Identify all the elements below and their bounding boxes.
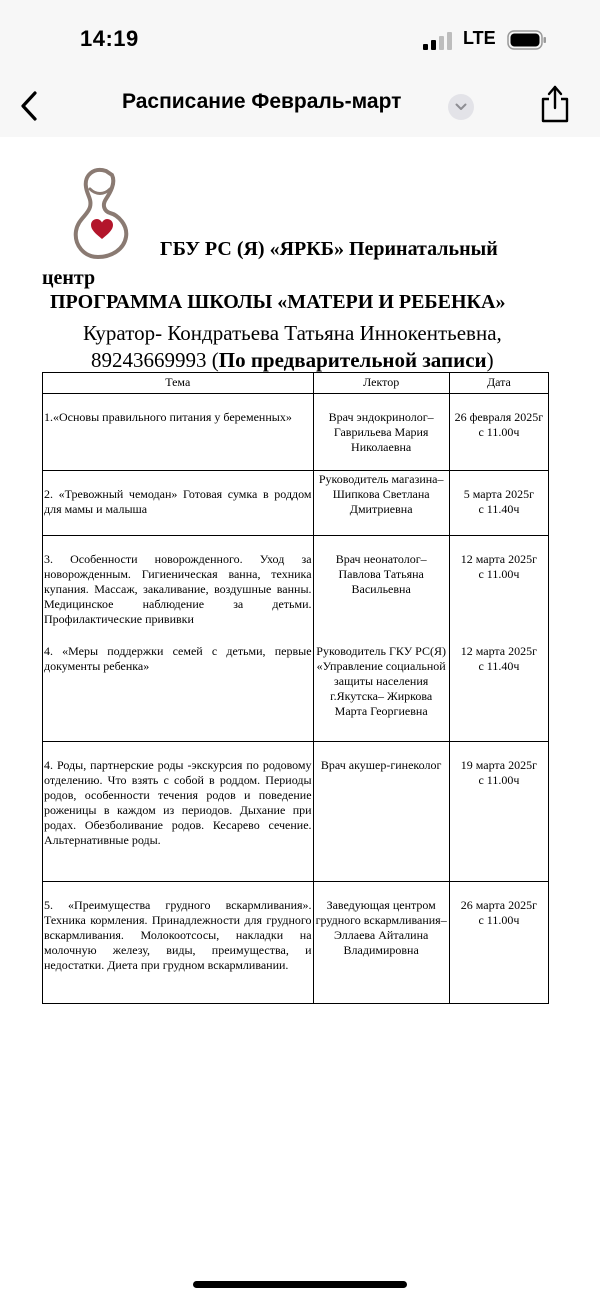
schedule-table (42, 372, 549, 1004)
table-row (43, 882, 549, 1004)
lecturer-cell: Заведующая центром грудного вскармливания– Эллаева Айталина Владимировна (313, 882, 449, 1004)
lecturer-gap (316, 597, 447, 644)
home-indicator[interactable] (193, 1281, 407, 1288)
lecturer-cell: Врач акушер-гинеколог (313, 742, 449, 882)
program-title: ПРОГРАММА ШКОЛЫ «МАТЕРИ И РЕБЕНКА» (50, 291, 506, 313)
session-date-secondary: 12 марта 2025г (460, 644, 538, 658)
session-time: с 11.40ч (478, 502, 520, 516)
session-date: 12 марта 2025г (460, 552, 538, 566)
carrier-label: LTE (463, 28, 496, 48)
back-button[interactable] (12, 86, 46, 126)
lecturer-text-secondary: Руководитель ГКУ РС(Я) «Управление социальной защиты населения г.Якутска– Жиркова Марта Георгиевна (316, 644, 447, 718)
topic-cell: 1.«Основы правильного питания у беременных» (43, 394, 314, 471)
table-row (43, 536, 549, 742)
column-header-topic: Тема (43, 373, 314, 394)
lecturer-cell: Врач эндокринолог– Гаврильева Мария Николаевна (313, 394, 449, 471)
perinatal-center-logo (66, 165, 134, 261)
cellular-signal-icon (423, 32, 455, 50)
table-row (43, 394, 549, 471)
date-cell (449, 471, 548, 536)
lecturer-text: Врач неонатолог– Павлова Татьяна Васильевна (335, 552, 427, 596)
curator-line: Куратор- Кондратьева Татьяна Иннокентьевна, (83, 321, 502, 345)
organization-name-continued: центр (42, 267, 96, 289)
topic-cell: 5. «Преимущества грудного вскармливания». Техника кормления. Принадлежности для грудного вскармливания. Молокоотсосы, накладки на молочную железу, виды, преимущества, и недостатки. Диета при грудном вскармливании. (43, 882, 314, 1004)
lecturer-cell (313, 536, 449, 742)
share-icon[interactable] (538, 84, 572, 124)
column-header-lecturer: Лектор (313, 373, 449, 394)
date-cell (449, 536, 548, 742)
session-date: 5 марта 2025г (463, 487, 535, 501)
session-date: 26 февраля 2025г (454, 410, 544, 424)
topic-cell: 4. Роды, партнерские роды -экскурсия по родовому отделению. Что взять с собой в роддом. Периоды родов, особенности течения родов и поведение роженицы в каждом из периодов. Дыхание при родах. Обезболивание родов. Кесарево сечение. Альтернативные роды. (43, 742, 314, 882)
title-menu-button[interactable] (448, 94, 474, 120)
session-time-secondary: с 11.40ч (478, 659, 520, 673)
session-time: с 11.00ч (478, 567, 520, 581)
chevron-down-icon (455, 103, 467, 111)
organization-name: ГБУ РС (Я) «ЯРКБ» Перинатальный (160, 238, 498, 260)
session-date: 26 марта 2025г (460, 898, 538, 912)
topic-gap (44, 627, 312, 644)
date-cell (449, 882, 548, 1004)
phone-number: 89243669993 ( (91, 348, 219, 372)
battery-icon (507, 30, 547, 50)
table-row (43, 471, 549, 536)
phone-close-paren: ) (486, 348, 494, 372)
top-chrome (0, 0, 600, 138)
table-row (43, 742, 549, 882)
date-cell (449, 742, 548, 882)
date-cell (449, 394, 548, 471)
lecturer-cell: Руководитель магазина– Шипкова Светлана Дмитриевна (313, 471, 449, 536)
table-header-row (43, 373, 549, 394)
session-time: с 11.00ч (478, 773, 520, 787)
topic-cell: 2. «Тревожный чемодан» Готовая сумка в роддом для мамы и малыша (43, 471, 314, 536)
topic-text: 3. Особенности новорожденного. Уход за новорожденным. Гигиеническая ванна, техника купания. Массаж, закаливание, воздушные ванны. Медицинское наблюдение за детьми. Профилактические прививки (44, 552, 312, 626)
registration-note: По предварительной записи (218, 348, 487, 372)
column-header-date: Дата (449, 373, 548, 394)
document-page (0, 137, 600, 1300)
topic-text-secondary: 4. «Меры поддержки семей с детьми, первые документы ребенка» (44, 644, 312, 673)
status-time: 14:19 (80, 26, 139, 51)
document-title[interactable]: Расписание Февраль-март (122, 90, 402, 113)
session-time: с 11.00ч (478, 425, 520, 439)
session-date: 19 марта 2025г (460, 758, 538, 772)
contact-line (91, 348, 494, 373)
topic-cell (43, 536, 314, 742)
session-time: с 11.00ч (478, 913, 520, 927)
chevron-left-icon (20, 91, 38, 121)
date-gap (451, 582, 547, 644)
